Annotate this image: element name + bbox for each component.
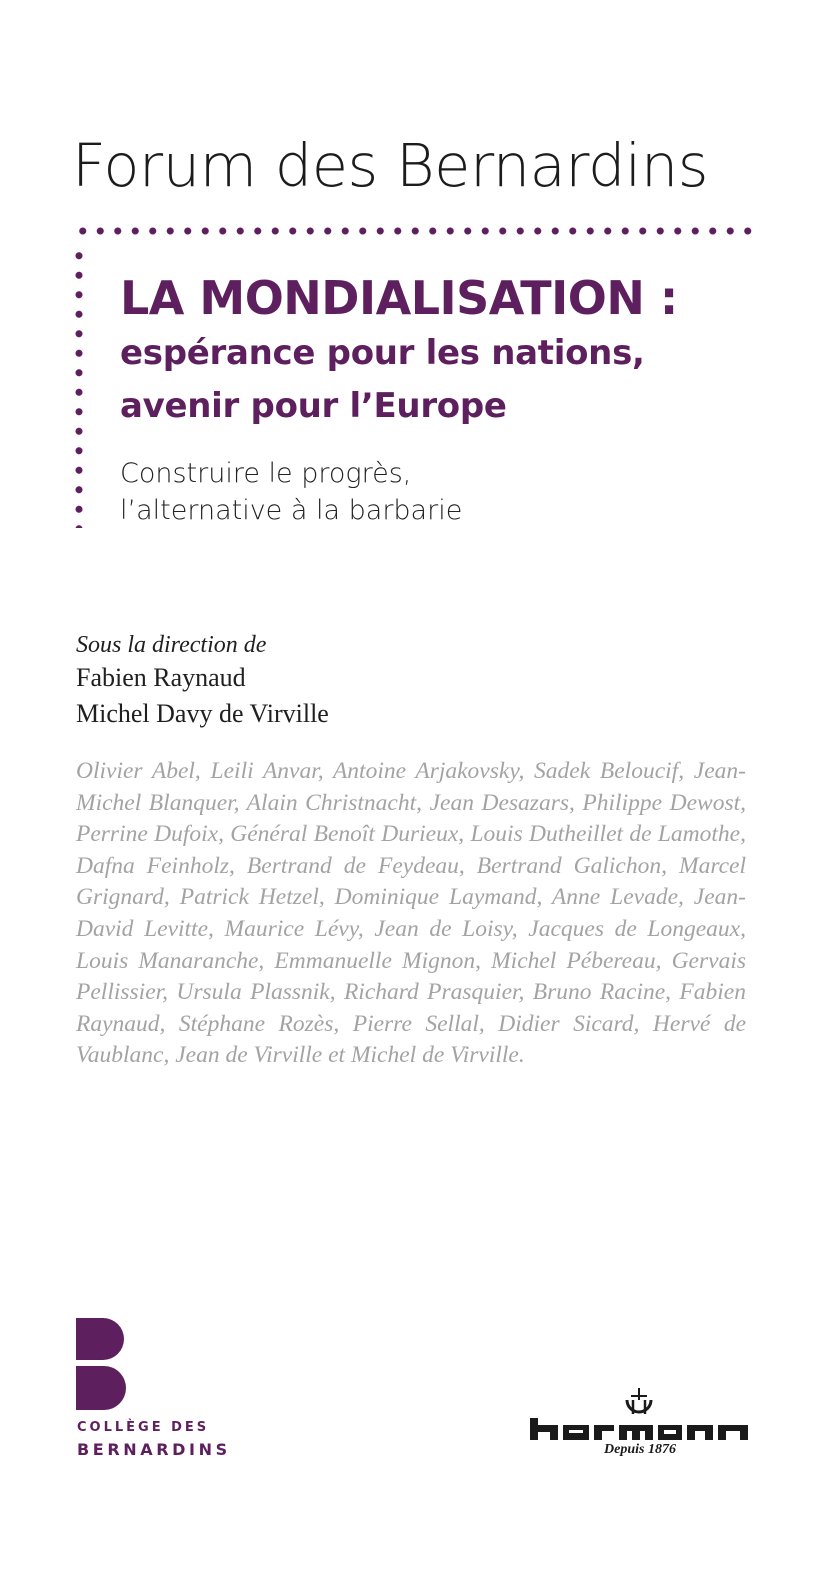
publisher-since: Depuis 1876	[604, 1442, 676, 1457]
series-title: Forum des Bernardins	[72, 131, 708, 200]
contributors-list: Olivier Abel, Leili Anvar, Antoine Arjakovsky, Sadek Beloucif, Jean-Michel Blanquer, Alain Christnacht, Jean Desazars, Philippe Dewost, Perrine Dufoix, Général Benoît Durieux, Louis Dutheillet de Lamothe, Dafna Feinholz, Bertrand de Feydeau, Bertrand Galichon, Marcel Grignard, Patrick Hetzel, Dominique Laymand, Anne Levade, Jean-David Levitte, Maurice Lévy, Jean de Loisy, Jacques de Longeaux, Louis Manaranche, Emmanuelle Mignon, Michel Pébereau, Gervais Pellissier, Ursula Plassnik, Richard Prasquier, Bruno Racine, Fabien Raynaud, Stéphane Rozès, Pierre Sellal, Didier Sicard, Hervé de Vaublanc, Jean de Virville et Michel de Virville.	[76, 758, 746, 1069]
tagline-line-2: l’alternative à la barbarie	[120, 495, 463, 526]
tagline-line-1: Construire le progrès,	[120, 458, 412, 489]
hermann-emblem-icon	[622, 1386, 656, 1418]
book-subtitle-line-2: avenir pour l’Europe	[120, 386, 507, 426]
dotted-rule-left	[73, 246, 85, 528]
hermann-wordmark-icon	[530, 1418, 748, 1440]
direction-label: Sous la direction de	[76, 632, 267, 658]
college-logo-line-1: COLLÈGE DES	[77, 1420, 210, 1435]
book-subtitle-line-1: espérance pour les nations,	[120, 333, 645, 373]
editor-name: Fabien Raynaud	[76, 663, 246, 692]
editor-name: Michel Davy de Virville	[76, 699, 329, 728]
college-bernardins-logo-icon	[76, 1318, 130, 1410]
book-title: LA MONDIALISATION :	[120, 271, 678, 325]
dotted-rule-top	[74, 225, 754, 237]
college-logo-line-2: BERNARDINS	[77, 1440, 231, 1459]
